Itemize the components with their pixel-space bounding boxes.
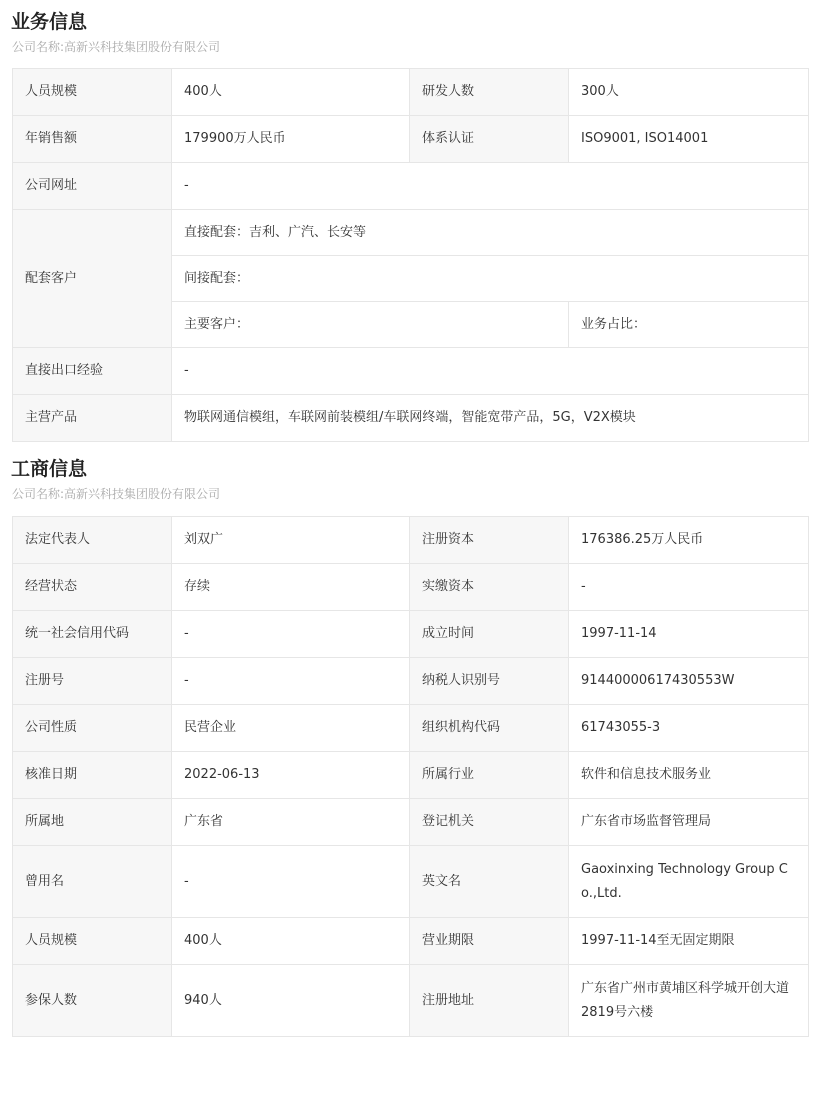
registration-field-value: - [569, 564, 809, 611]
registration-field-label: 公司性质 [13, 705, 172, 752]
registration-field-label: 注册地址 [410, 965, 569, 1037]
business-company-name: 公司名称:高新兴科技集团股份有限公司 [12, 40, 221, 54]
registration-field-value: 刘双广 [172, 517, 410, 564]
registration-field-value: 民营企业 [172, 705, 410, 752]
registration-field-label: 参保人数 [13, 965, 172, 1037]
website-label: 公司网址 [13, 163, 172, 210]
registration-field-label: 注册资本 [410, 517, 569, 564]
direct-export-value: - [172, 348, 809, 395]
registration-info-title: 工商信息 [11, 458, 88, 480]
table-row [13, 564, 809, 611]
table-row [13, 918, 809, 965]
table-row [13, 799, 809, 846]
registration-field-label: 注册号 [13, 658, 172, 705]
table-row [13, 116, 809, 163]
business-info-section [12, 8, 808, 442]
registration-field-label: 组织机构代码 [410, 705, 569, 752]
registration-field-value: 软件和信息技术服务业 [569, 752, 809, 799]
registration-field-label: 实缴资本 [410, 564, 569, 611]
registration-field-label: 成立时间 [410, 611, 569, 658]
registration-field-label: 登记机关 [410, 799, 569, 846]
main-customers: 主要客户： [172, 302, 569, 348]
registration-field-value: 2022-06-13 [172, 752, 410, 799]
staff-size-label: 人员规模 [13, 69, 172, 116]
registration-info-section [12, 455, 808, 1037]
registration-field-label: 经营状态 [13, 564, 172, 611]
direct-supply: 直接配套：吉利、广汽、长安等 [172, 210, 809, 256]
business-share: 业务占比： [569, 302, 809, 348]
registration-field-value: 存续 [172, 564, 410, 611]
main-products-label: 主营产品 [13, 395, 172, 442]
registration-field-label: 曾用名 [13, 846, 172, 918]
registration-field-value: - [172, 611, 410, 658]
registration-company-name: 公司名称:高新兴科技集团股份有限公司 [12, 487, 221, 501]
registration-field-value: 广东省 [172, 799, 410, 846]
website-value: - [172, 163, 809, 210]
rd-staff-label: 研发人数 [410, 69, 569, 116]
registration-field-value: 广东省广州市黄埔区科学城开创大道2819号六楼 [569, 965, 809, 1037]
registration-field-label: 所属地 [13, 799, 172, 846]
registration-info-table [12, 516, 809, 1037]
business-info-table [12, 68, 809, 442]
registration-field-value: 400人 [172, 918, 410, 965]
registration-field-value: - [172, 846, 410, 918]
registration-field-value: 91440000617430553W [569, 658, 809, 705]
staff-size-value: 400人 [172, 69, 410, 116]
certification-value: ISO9001, ISO14001 [569, 116, 809, 163]
annual-sales-label: 年销售额 [13, 116, 172, 163]
registration-field-label: 法定代表人 [13, 517, 172, 564]
indirect-supply: 间接配套： [172, 256, 809, 302]
registration-field-value: 61743055-3 [569, 705, 809, 752]
registration-field-label: 营业期限 [410, 918, 569, 965]
registration-field-value: 940人 [172, 965, 410, 1037]
registration-field-label: 核准日期 [13, 752, 172, 799]
annual-sales-value: 179900万人民币 [172, 116, 410, 163]
registration-field-value: 广东省市场监督管理局 [569, 799, 809, 846]
registration-field-label: 统一社会信用代码 [13, 611, 172, 658]
registration-field-label: 所属行业 [410, 752, 569, 799]
registration-field-label: 人员规模 [13, 918, 172, 965]
table-row [13, 163, 809, 210]
table-row [13, 846, 809, 918]
rd-staff-value: 300人 [569, 69, 809, 116]
table-row [13, 752, 809, 799]
table-row [13, 210, 809, 256]
certification-label: 体系认证 [410, 116, 569, 163]
direct-export-label: 直接出口经验 [13, 348, 172, 395]
registration-field-value: Gaoxinxing Technology Group Co.,Ltd. [569, 846, 809, 918]
table-row [13, 965, 809, 1037]
table-row [13, 517, 809, 564]
registration-field-value: 176386.25万人民币 [569, 517, 809, 564]
customers-label: 配套客户 [13, 210, 172, 348]
registration-field-value: 1997-11-14至无固定期限 [569, 918, 809, 965]
table-row [13, 658, 809, 705]
business-info-title: 业务信息 [11, 11, 88, 33]
registration-field-value: 1997-11-14 [569, 611, 809, 658]
table-row [13, 705, 809, 752]
main-products-value: 物联网通信模组，车联网前装模组/车联网终端，智能宽带产品，5G，V2X模块 [172, 395, 809, 442]
table-row [13, 348, 809, 395]
table-row [13, 69, 809, 116]
registration-field-label: 纳税人识别号 [410, 658, 569, 705]
table-row [13, 395, 809, 442]
registration-field-label: 英文名 [410, 846, 569, 918]
registration-field-value: - [172, 658, 410, 705]
table-row [13, 611, 809, 658]
